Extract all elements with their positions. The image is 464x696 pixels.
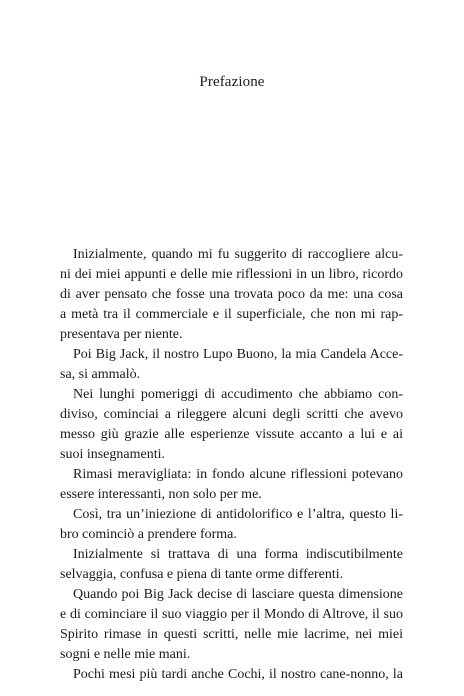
text-line: essere interessanti, non solo per me.: [60, 487, 262, 502]
text-line: ni dei miei appunti e delle mie riflessioni in un libro, ricordo: [60, 267, 403, 282]
text-line: Rimasi meravigliata: in fondo alcune riflessioni potevano: [73, 467, 403, 482]
text-line: di aver pensato che fosse una trovata poco da me: una cosa: [60, 287, 403, 302]
text-line: Quando poi Big Jack decise di lasciare questa dimensione: [73, 587, 403, 602]
text-line: diviso, cominciai a rileggere alcuni degli scritti che avevo: [60, 407, 403, 422]
text-line: sogni e nelle mie mani.: [60, 647, 191, 662]
text-line: selvaggia, confusa e piena di tante orme differenti.: [60, 567, 344, 582]
text-line: Così, tra un’iniezione di antidolorifico e l’altra, questo li-: [73, 507, 403, 522]
text-line: suoi insegnamenti.: [60, 447, 165, 462]
text-line: Nei lunghi pomeriggi di accudimento che abbiamo con-: [73, 387, 403, 402]
text-line: Poi Big Jack, il nostro Lupo Buono, la mia Candela Acce-: [73, 347, 403, 362]
text-line: presentava per niente.: [60, 327, 183, 342]
preface-body: [60, 245, 403, 685]
text-line: a metà tra il commerciale e il superficiale, che non mi rap-: [60, 307, 403, 322]
chapter-title: Prefazione: [199, 74, 265, 90]
text-line: bro cominciò a prendere forma.: [60, 527, 237, 542]
text-line: e di cominciare il suo viaggio per il Mondo di Altrove, il suo: [60, 607, 403, 622]
text-line: Inizialmente, quando mi fu suggerito di raccogliere alcu-: [73, 247, 403, 262]
text-line: messo giù grazie alle esperienze vissute accanto a lui e ai: [60, 427, 403, 442]
text-line: sa, si ammalò.: [60, 367, 141, 382]
text-line: Pochi mesi più tardi anche Cochi, il nostro cane-nonno, la: [73, 667, 403, 682]
text-line: Inizialmente si trattava di una forma indiscutibilmente: [73, 547, 403, 562]
text-line: Spirito rimase in questi scritti, nelle mie lacrime, nei miei: [60, 627, 403, 642]
